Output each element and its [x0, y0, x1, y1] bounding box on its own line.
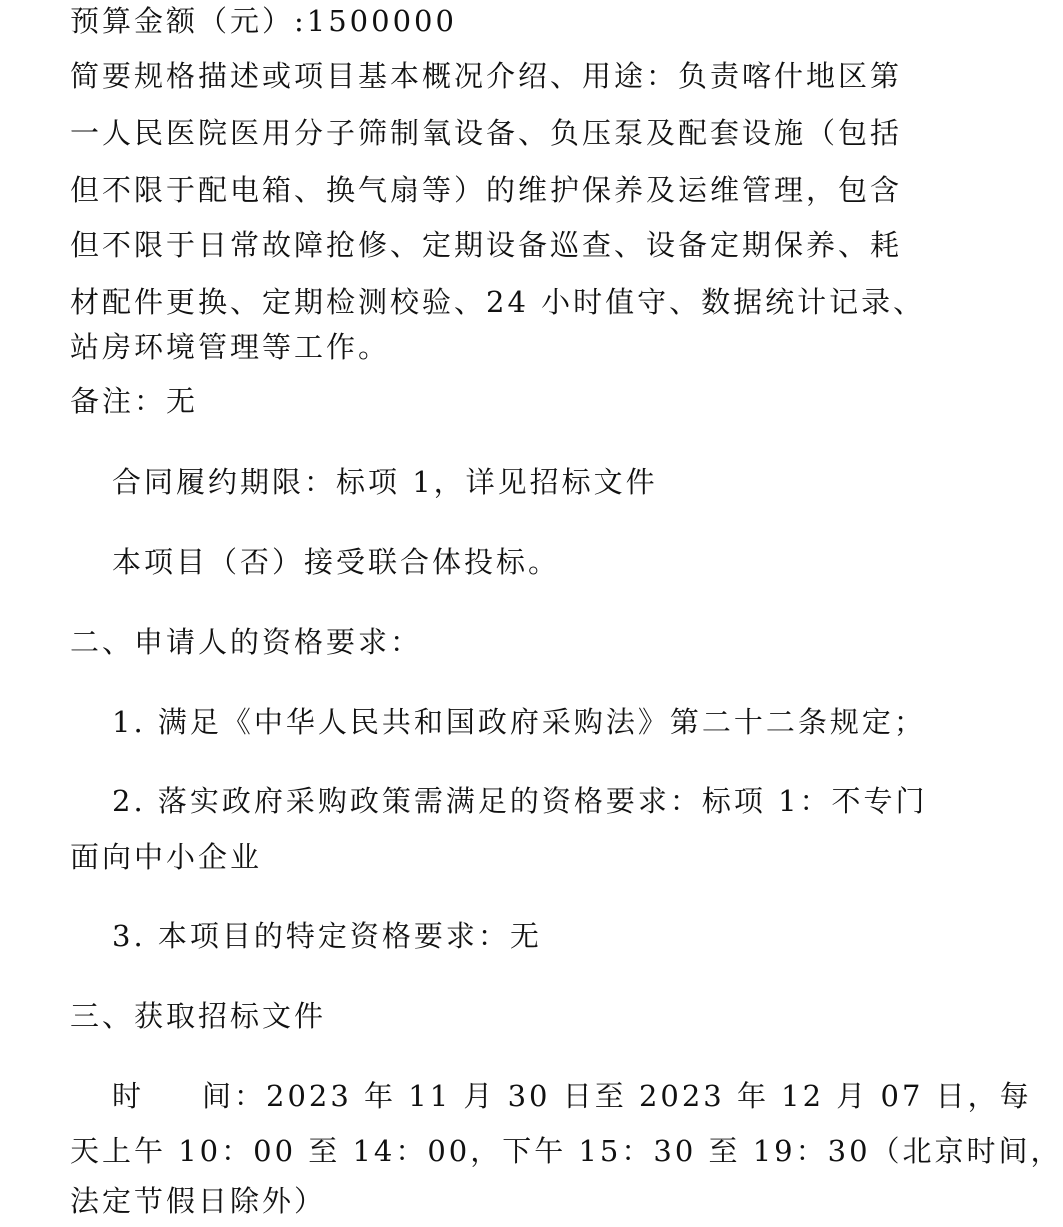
requirement-2-line-2: 面向中小企业	[70, 840, 263, 874]
contract-period: 合同履约期限：标项 1，详见招标文件	[112, 465, 658, 499]
requirement-3: 3. 本项目的特定资格要求：无	[112, 919, 542, 953]
time-label-a: 时	[112, 1079, 145, 1113]
time-line-1	[112, 1079, 1032, 1113]
section-3-title: 三、获取招标文件	[70, 999, 327, 1033]
section-2-title: 二、申请人的资格要求：	[70, 625, 423, 659]
remark: 备注：无	[70, 384, 199, 418]
time-label-b: 间：	[202, 1079, 267, 1113]
description-line-5: 材配件更换、定期检测校验、24 小时值守、数据统计记录、	[70, 285, 926, 319]
description-line-2: 一人民医院医用分子筛制氧设备、负压泵及配套设施（包括	[70, 116, 903, 150]
budget-value: 1500000	[306, 4, 457, 38]
description-line-3: 但不限于配电箱、换气扇等）的维护保养及运维管理，包含	[70, 173, 903, 207]
description-line-1: 简要规格描述或项目基本概况介绍、用途：负责喀什地区第	[70, 59, 903, 93]
consortium-statement: 本项目（否）接受联合体投标。	[112, 545, 561, 579]
budget-label: 预算金额（元）:	[70, 4, 307, 38]
requirement-1: 1. 满足《中华人民共和国政府采购法》第二十二条规定；	[112, 705, 926, 739]
requirement-2-line-1: 2. 落实政府采购政策需满足的资格要求：标项 1：不专门	[112, 784, 928, 818]
budget-line	[70, 4, 457, 38]
time-line-2: 天上午 10：00 至 14：00，下午 15：30 至 19：30（北京时间，	[70, 1134, 1063, 1168]
time-range: 2023 年 11 月 30 日至 2023 年 12 月 07 日，每	[266, 1079, 1032, 1113]
description-line-6: 站房环境管理等工作。	[70, 330, 391, 364]
time-line-3: 法定节假日除外）	[70, 1184, 327, 1218]
description-line-4: 但不限于日常故障抢修、定期设备巡查、设备定期保养、耗	[70, 228, 903, 262]
